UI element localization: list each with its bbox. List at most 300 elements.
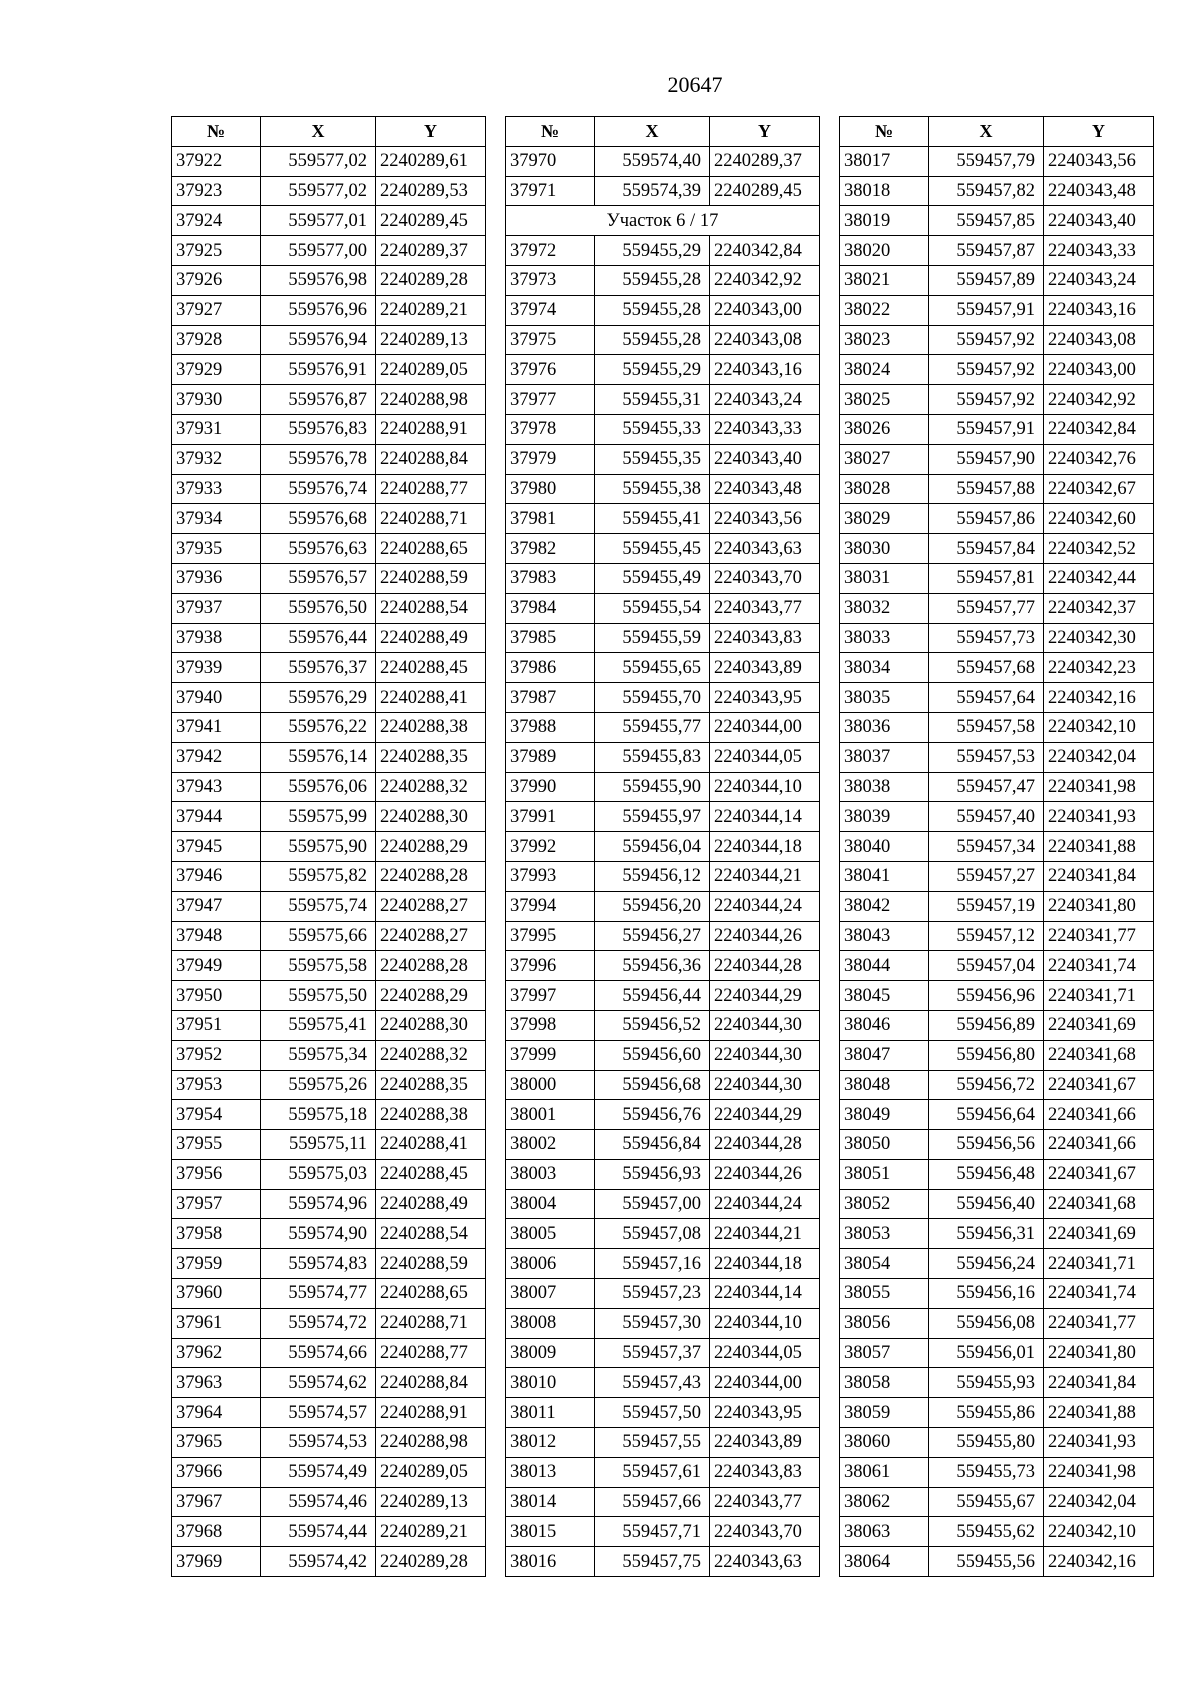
x-coordinate-cell: 559457,58: [929, 712, 1044, 742]
x-coordinate-cell: 559576,57: [261, 563, 376, 593]
point-number-cell: 38044: [840, 951, 929, 981]
y-coordinate-cell: 2240342,92: [710, 265, 820, 295]
point-number-cell: 37925: [172, 236, 261, 266]
table-row: [172, 891, 486, 921]
y-coordinate-cell: 2240344,18: [710, 832, 820, 862]
table-row: [172, 1398, 486, 1428]
x-coordinate-cell: 559574,66: [261, 1338, 376, 1368]
x-coordinate-cell: 559457,23: [595, 1279, 710, 1309]
y-coordinate-cell: 2240288,32: [376, 1040, 486, 1070]
point-number-cell: 37952: [172, 1040, 261, 1070]
section-row: [506, 206, 820, 236]
table-row: [506, 1338, 820, 1368]
y-coordinate-cell: 2240341,66: [1044, 1100, 1154, 1130]
point-number-cell: 37956: [172, 1159, 261, 1189]
y-coordinate-cell: 2240289,53: [376, 176, 486, 206]
point-number-cell: 38039: [840, 802, 929, 832]
point-number-cell: 38042: [840, 891, 929, 921]
y-coordinate-cell: 2240288,98: [376, 1428, 486, 1458]
y-coordinate-cell: 2240341,77: [1044, 921, 1154, 951]
table-row: [506, 772, 820, 802]
table-row: [506, 295, 820, 325]
table-row: [172, 1219, 486, 1249]
y-coordinate-cell: 2240343,89: [710, 653, 820, 683]
x-coordinate-cell: 559457,73: [929, 623, 1044, 653]
table-row: [172, 176, 486, 206]
x-coordinate-cell: 559456,56: [929, 1130, 1044, 1160]
y-coordinate-cell: 2240344,28: [710, 1130, 820, 1160]
x-coordinate-cell: 559457,04: [929, 951, 1044, 981]
x-coordinate-cell: 559456,93: [595, 1159, 710, 1189]
point-number-cell: 37997: [506, 981, 595, 1011]
coordinates-table: [839, 116, 1154, 1577]
table-row: [840, 146, 1154, 176]
point-number-cell: 37963: [172, 1368, 261, 1398]
x-coordinate-cell: 559455,49: [595, 563, 710, 593]
point-number-cell: 38059: [840, 1398, 929, 1428]
point-number-cell: 37936: [172, 563, 261, 593]
point-number-cell: 37933: [172, 474, 261, 504]
point-number-cell: 37955: [172, 1130, 261, 1160]
point-number-cell: 38048: [840, 1070, 929, 1100]
y-coordinate-cell: 2240342,10: [1044, 712, 1154, 742]
table-row: [840, 414, 1154, 444]
table-row: [172, 1368, 486, 1398]
y-coordinate-cell: 2240288,65: [376, 1279, 486, 1309]
table-row: [506, 1159, 820, 1189]
x-coordinate-cell: 559574,46: [261, 1487, 376, 1517]
point-number-cell: 37973: [506, 265, 595, 295]
point-number-cell: 38058: [840, 1368, 929, 1398]
point-number-cell: 37942: [172, 742, 261, 772]
y-coordinate-cell: 2240343,33: [710, 414, 820, 444]
point-number-cell: 37959: [172, 1249, 261, 1279]
table-row: [172, 385, 486, 415]
point-number-cell: 37994: [506, 891, 595, 921]
y-coordinate-cell: 2240288,29: [376, 832, 486, 862]
y-coordinate-cell: 2240288,77: [376, 1338, 486, 1368]
y-coordinate-cell: 2240344,14: [710, 1279, 820, 1309]
point-number-cell: 38010: [506, 1368, 595, 1398]
y-coordinate-cell: 2240341,93: [1044, 1428, 1154, 1458]
point-number-cell: 37967: [172, 1487, 261, 1517]
x-coordinate-cell: 559457,91: [929, 414, 1044, 444]
point-number-cell: 37958: [172, 1219, 261, 1249]
x-coordinate-cell: 559576,14: [261, 742, 376, 772]
table-row: [506, 623, 820, 653]
y-coordinate-cell: 2240341,88: [1044, 1398, 1154, 1428]
table-row: [506, 832, 820, 862]
x-coordinate-cell: 559456,84: [595, 1130, 710, 1160]
x-coordinate-cell: 559456,12: [595, 861, 710, 891]
table-row: [840, 563, 1154, 593]
table-row: [840, 772, 1154, 802]
point-number-cell: 37968: [172, 1517, 261, 1547]
y-coordinate-cell: 2240344,10: [710, 772, 820, 802]
x-coordinate-cell: 559576,63: [261, 534, 376, 564]
point-number-cell: 38062: [840, 1487, 929, 1517]
table-row: [172, 921, 486, 951]
x-coordinate-cell: 559456,01: [929, 1338, 1044, 1368]
x-coordinate-cell: 559575,11: [261, 1130, 376, 1160]
x-coordinate-cell: 559456,60: [595, 1040, 710, 1070]
table-row: [840, 623, 1154, 653]
x-coordinate-cell: 559456,96: [929, 981, 1044, 1011]
y-coordinate-cell: 2240343,77: [710, 1487, 820, 1517]
x-coordinate-cell: 559457,08: [595, 1219, 710, 1249]
point-number-cell: 38017: [840, 146, 929, 176]
point-number-cell: 37995: [506, 921, 595, 951]
table-row: [172, 951, 486, 981]
point-number-cell: 38051: [840, 1159, 929, 1189]
x-coordinate-cell: 559456,31: [929, 1219, 1044, 1249]
table-row: [172, 1130, 486, 1160]
y-coordinate-cell: 2240341,71: [1044, 1249, 1154, 1279]
point-number-cell: 37926: [172, 265, 261, 295]
x-coordinate-cell: 559574,83: [261, 1249, 376, 1279]
y-coordinate-cell: 2240289,45: [710, 176, 820, 206]
y-coordinate-cell: 2240341,74: [1044, 1279, 1154, 1309]
y-coordinate-cell: 2240289,05: [376, 355, 486, 385]
point-number-cell: 38037: [840, 742, 929, 772]
point-number-cell: 38028: [840, 474, 929, 504]
y-coordinate-cell: 2240288,35: [376, 1070, 486, 1100]
table-row: [172, 355, 486, 385]
table-row: [172, 623, 486, 653]
table-row: [840, 1368, 1154, 1398]
y-coordinate-cell: 2240341,67: [1044, 1159, 1154, 1189]
table-row: [506, 325, 820, 355]
y-coordinate-cell: 2240343,77: [710, 593, 820, 623]
table-row: [506, 593, 820, 623]
table-row: [840, 385, 1154, 415]
table-row: [840, 1398, 1154, 1428]
y-coordinate-cell: 2240344,26: [710, 921, 820, 951]
point-number-cell: 38036: [840, 712, 929, 742]
y-coordinate-cell: 2240342,84: [710, 236, 820, 266]
table-header-row: [840, 117, 1154, 147]
point-number-cell: 38027: [840, 444, 929, 474]
x-coordinate-cell: 559456,36: [595, 951, 710, 981]
table-row: [506, 1100, 820, 1130]
x-coordinate-cell: 559457,75: [595, 1547, 710, 1577]
y-coordinate-cell: 2240343,33: [1044, 236, 1154, 266]
point-number-cell: 37976: [506, 355, 595, 385]
y-coordinate-cell: 2240288,38: [376, 1100, 486, 1130]
table-row: [840, 1308, 1154, 1338]
y-coordinate-cell: 2240341,80: [1044, 1338, 1154, 1368]
point-number-cell: 38020: [840, 236, 929, 266]
table-row: [840, 1338, 1154, 1368]
y-coordinate-cell: 2240288,38: [376, 712, 486, 742]
x-coordinate-cell: 559576,78: [261, 444, 376, 474]
point-number-cell: 37923: [172, 176, 261, 206]
y-coordinate-cell: 2240343,56: [710, 504, 820, 534]
x-coordinate-cell: 559576,22: [261, 712, 376, 742]
point-number-cell: 37996: [506, 951, 595, 981]
table-row: [172, 1517, 486, 1547]
table-row: [172, 1070, 486, 1100]
x-coordinate-cell: 559575,74: [261, 891, 376, 921]
y-coordinate-cell: 2240343,70: [710, 563, 820, 593]
table-row: [840, 504, 1154, 534]
point-number-cell: 38035: [840, 683, 929, 713]
x-coordinate-cell: 559575,26: [261, 1070, 376, 1100]
x-coordinate-cell: 559576,44: [261, 623, 376, 653]
x-coordinate-cell: 559574,40: [595, 146, 710, 176]
table-row: [840, 1130, 1154, 1160]
y-coordinate-cell: 2240344,24: [710, 1189, 820, 1219]
table-row: [506, 1070, 820, 1100]
y-coordinate-cell: 2240343,24: [710, 385, 820, 415]
y-coordinate-cell: 2240344,30: [710, 1040, 820, 1070]
point-number-cell: 38026: [840, 414, 929, 444]
point-number-cell: 37979: [506, 444, 595, 474]
point-number-cell: 37961: [172, 1308, 261, 1338]
point-number-cell: 37988: [506, 712, 595, 742]
x-coordinate-cell: 559455,54: [595, 593, 710, 623]
y-coordinate-cell: 2240289,13: [376, 1487, 486, 1517]
table-row: [172, 295, 486, 325]
point-number-cell: 38018: [840, 176, 929, 206]
point-number-cell: 37993: [506, 861, 595, 891]
point-number-cell: 38004: [506, 1189, 595, 1219]
x-coordinate-cell: 559455,62: [929, 1517, 1044, 1547]
point-number-cell: 38005: [506, 1219, 595, 1249]
x-coordinate-cell: 559456,40: [929, 1189, 1044, 1219]
x-coordinate-cell: 559456,80: [929, 1040, 1044, 1070]
x-coordinate-cell: 559457,12: [929, 921, 1044, 951]
table-row: [506, 1219, 820, 1249]
x-coordinate-cell: 559575,90: [261, 832, 376, 862]
y-coordinate-cell: 2240288,84: [376, 444, 486, 474]
table-row: [506, 891, 820, 921]
point-number-cell: 37978: [506, 414, 595, 444]
x-coordinate-cell: 559455,86: [929, 1398, 1044, 1428]
x-coordinate-cell: 559457,77: [929, 593, 1044, 623]
y-coordinate-cell: 2240343,83: [710, 623, 820, 653]
y-coordinate-cell: 2240288,32: [376, 772, 486, 802]
x-coordinate-cell: 559456,72: [929, 1070, 1044, 1100]
y-coordinate-cell: 2240341,69: [1044, 1010, 1154, 1040]
point-number-cell: 37972: [506, 236, 595, 266]
point-number-cell: 37946: [172, 861, 261, 891]
y-coordinate-cell: 2240343,48: [710, 474, 820, 504]
y-coordinate-cell: 2240342,16: [1044, 683, 1154, 713]
table-row: [172, 1279, 486, 1309]
x-coordinate-cell: 559455,35: [595, 444, 710, 474]
point-number-cell: 38015: [506, 1517, 595, 1547]
point-number-cell: 38031: [840, 563, 929, 593]
x-coordinate-cell: 559574,57: [261, 1398, 376, 1428]
point-number-cell: 37962: [172, 1338, 261, 1368]
point-number-cell: 37957: [172, 1189, 261, 1219]
table-row: [172, 683, 486, 713]
point-number-cell: 37987: [506, 683, 595, 713]
y-coordinate-cell: 2240344,14: [710, 802, 820, 832]
y-coordinate-cell: 2240343,95: [710, 1398, 820, 1428]
table-row: [172, 1189, 486, 1219]
table-row: [506, 1428, 820, 1458]
table-row: [840, 683, 1154, 713]
x-coordinate-cell: 559575,58: [261, 951, 376, 981]
y-coordinate-cell: 2240344,10: [710, 1308, 820, 1338]
table-row: [172, 563, 486, 593]
point-number-cell: 37927: [172, 295, 261, 325]
x-coordinate-cell: 559574,42: [261, 1547, 376, 1577]
x-coordinate-cell: 559457,27: [929, 861, 1044, 891]
x-coordinate-cell: 559455,28: [595, 265, 710, 295]
table-row: [172, 1338, 486, 1368]
table-row: [840, 861, 1154, 891]
x-coordinate-cell: 559455,31: [595, 385, 710, 415]
point-number-cell: 37998: [506, 1010, 595, 1040]
point-number-cell: 38003: [506, 1159, 595, 1189]
table-row: [172, 1040, 486, 1070]
y-coordinate-cell: 2240342,76: [1044, 444, 1154, 474]
table-row: [840, 176, 1154, 206]
table-row: [172, 325, 486, 355]
table-row: [172, 265, 486, 295]
y-coordinate-cell: 2240341,77: [1044, 1308, 1154, 1338]
point-number-cell: 37980: [506, 474, 595, 504]
x-coordinate-cell: 559576,37: [261, 653, 376, 683]
x-coordinate-cell: 559577,00: [261, 236, 376, 266]
y-coordinate-cell: 2240341,69: [1044, 1219, 1154, 1249]
table-row: [506, 1457, 820, 1487]
x-coordinate-cell: 559457,55: [595, 1428, 710, 1458]
table-row: [506, 1130, 820, 1160]
y-coordinate-cell: 2240288,77: [376, 474, 486, 504]
x-coordinate-cell: 559575,41: [261, 1010, 376, 1040]
point-number-cell: 37964: [172, 1398, 261, 1428]
y-coordinate-cell: 2240344,21: [710, 1219, 820, 1249]
x-coordinate-cell: 559457,79: [929, 146, 1044, 176]
y-coordinate-cell: 2240289,13: [376, 325, 486, 355]
point-number-cell: 37999: [506, 1040, 595, 1070]
x-coordinate-cell: 559457,64: [929, 683, 1044, 713]
y-coordinate-cell: 2240342,04: [1044, 742, 1154, 772]
coordinates-table: [505, 116, 820, 1577]
x-coordinate-cell: 559457,66: [595, 1487, 710, 1517]
x-coordinate-cell: 559576,06: [261, 772, 376, 802]
point-number-cell: 37975: [506, 325, 595, 355]
table-row: [506, 802, 820, 832]
table-row: [506, 921, 820, 951]
table-row: [840, 1010, 1154, 1040]
y-coordinate-cell: 2240341,98: [1044, 1457, 1154, 1487]
table-header-row: [506, 117, 820, 147]
y-coordinate-cell: 2240344,05: [710, 1338, 820, 1368]
x-coordinate-cell: 559575,66: [261, 921, 376, 951]
x-coordinate-cell: 559576,94: [261, 325, 376, 355]
x-coordinate-cell: 559575,34: [261, 1040, 376, 1070]
point-number-cell: 38041: [840, 861, 929, 891]
x-coordinate-cell: 559576,74: [261, 474, 376, 504]
table-row: [172, 653, 486, 683]
x-coordinate-cell: 559455,70: [595, 683, 710, 713]
y-coordinate-cell: 2240341,93: [1044, 802, 1154, 832]
x-coordinate-cell: 559457,47: [929, 772, 1044, 802]
x-coordinate-cell: 559457,19: [929, 891, 1044, 921]
table-row: [506, 265, 820, 295]
x-coordinate-cell: 559456,44: [595, 981, 710, 1011]
point-number-cell: 37950: [172, 981, 261, 1011]
y-coordinate-cell: 2240288,49: [376, 1189, 486, 1219]
y-coordinate-cell: 2240288,71: [376, 1308, 486, 1338]
header-y: Y: [710, 117, 820, 147]
table-row: [840, 236, 1154, 266]
point-number-cell: 38033: [840, 623, 929, 653]
table-row: [506, 1398, 820, 1428]
y-coordinate-cell: 2240288,65: [376, 534, 486, 564]
y-coordinate-cell: 2240342,44: [1044, 563, 1154, 593]
point-number-cell: 37990: [506, 772, 595, 802]
x-coordinate-cell: 559576,91: [261, 355, 376, 385]
y-coordinate-cell: 2240289,05: [376, 1457, 486, 1487]
y-coordinate-cell: 2240343,56: [1044, 146, 1154, 176]
table-row: [172, 981, 486, 1011]
x-coordinate-cell: 559456,76: [595, 1100, 710, 1130]
x-coordinate-cell: 559457,86: [929, 504, 1044, 534]
point-number-cell: 38057: [840, 1338, 929, 1368]
y-coordinate-cell: 2240288,45: [376, 653, 486, 683]
x-coordinate-cell: 559457,61: [595, 1457, 710, 1487]
point-number-cell: 38056: [840, 1308, 929, 1338]
y-coordinate-cell: 2240343,70: [710, 1517, 820, 1547]
table-row: [506, 504, 820, 534]
table-row: [172, 802, 486, 832]
table-row: [840, 1100, 1154, 1130]
point-number-cell: 37951: [172, 1010, 261, 1040]
x-coordinate-cell: 559574,77: [261, 1279, 376, 1309]
y-coordinate-cell: 2240341,74: [1044, 951, 1154, 981]
table-row: [506, 1547, 820, 1577]
point-number-cell: 38021: [840, 265, 929, 295]
y-coordinate-cell: 2240288,49: [376, 623, 486, 653]
point-number-cell: 38030: [840, 534, 929, 564]
point-number-cell: 38054: [840, 1249, 929, 1279]
y-coordinate-cell: 2240344,24: [710, 891, 820, 921]
table-row: [506, 146, 820, 176]
x-coordinate-cell: 559576,87: [261, 385, 376, 415]
point-number-cell: 37970: [506, 146, 595, 176]
y-coordinate-cell: 2240289,45: [376, 206, 486, 236]
x-coordinate-cell: 559455,33: [595, 414, 710, 444]
table-row: [506, 1189, 820, 1219]
table-row: [506, 981, 820, 1011]
y-coordinate-cell: 2240342,23: [1044, 653, 1154, 683]
x-coordinate-cell: 559457,37: [595, 1338, 710, 1368]
point-number-cell: 37991: [506, 802, 595, 832]
y-coordinate-cell: 2240289,21: [376, 1517, 486, 1547]
y-coordinate-cell: 2240343,63: [710, 534, 820, 564]
table-row: [840, 1487, 1154, 1517]
point-number-cell: 37931: [172, 414, 261, 444]
y-coordinate-cell: 2240344,05: [710, 742, 820, 772]
x-coordinate-cell: 559455,28: [595, 325, 710, 355]
table-row: [172, 772, 486, 802]
y-coordinate-cell: 2240289,28: [376, 265, 486, 295]
y-coordinate-cell: 2240288,59: [376, 1249, 486, 1279]
point-number-cell: 37985: [506, 623, 595, 653]
table-row: [506, 236, 820, 266]
table-row: [840, 265, 1154, 295]
table-row: [506, 683, 820, 713]
table-row: [840, 355, 1154, 385]
table-row: [840, 832, 1154, 862]
point-number-cell: 37986: [506, 653, 595, 683]
